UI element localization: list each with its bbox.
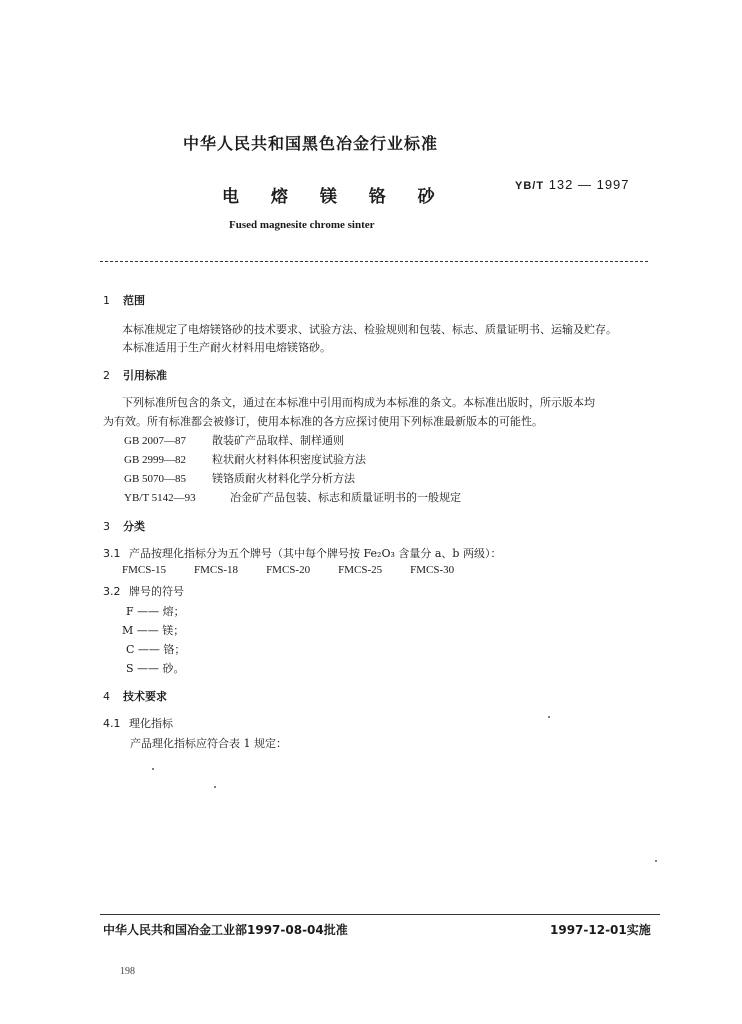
standard-code-number: 132 — 1997 [548,177,630,192]
symbol-letter: S [126,662,134,675]
header-divider [100,261,648,262]
clause-4-1-paragraph: 产品理化指标应符合表 1 规定： [130,737,287,750]
clause-4-1 [103,715,173,731]
scan-speck [655,860,657,862]
grade-item: FMCS-30 [410,564,455,576]
section-4-number: 4 [103,690,110,703]
section-2-paragraph-1: 下列标准所包含的条文，通过在本标准中引用而构成为本标准的条文。本标准出版时，所示版本均 [122,396,595,409]
standard-code-prefix: YB/T [515,180,545,192]
symbol-item [126,641,185,657]
symbol-meaning: 铬； [163,643,186,656]
symbol-dash: —— [133,624,163,637]
symbol-letter: M [122,624,134,637]
reference-item [124,489,461,505]
clause-4-1-number: 4.1 [103,717,121,730]
section-2-title: 引用标准 [123,369,167,382]
reference-code: GB 2007—87 [124,435,187,447]
grade-item: FMCS-18 [194,564,239,576]
standard-code [515,177,630,192]
section-2-paragraph-2: 为有效。所有标准都会被修订，使用本标准的各方应探讨使用下列标准最新版本的可能性。 [103,415,543,428]
footer-divider [100,914,660,915]
reference-item [124,432,344,448]
symbol-item [126,603,185,619]
approval-line: 中华人民共和国冶金工业部1997-08-04批准 [103,923,348,937]
section-1-title: 范围 [123,294,145,307]
grade-item: FMCS-20 [266,564,311,576]
scan-speck [548,716,550,718]
reference-title: 冶金矿产品包装、标志和质量证明书的一般规定 [230,491,461,504]
clause-3-1 [103,545,501,561]
symbol-meaning: 砂。 [162,662,185,675]
section-3-number: 3 [103,520,110,533]
reference-title: 散装矿产品取样、制样通则 [212,434,344,447]
reference-item [124,470,355,486]
section-1-number: 1 [103,294,110,307]
reference-item [124,451,366,467]
clause-3-1-number: 3.1 [103,547,121,560]
reference-title: 粒状耐火材料体积密度试验方法 [212,453,366,466]
document-title-english: Fused magnesite chrome sinter [229,219,375,231]
document-title: 电 熔 镁 铬 砂 [222,187,448,207]
grade-list [122,564,482,576]
symbol-meaning: 镁； [162,624,185,637]
grade-item: FMCS-15 [122,564,167,576]
symbol-letter: C [126,643,135,656]
section-1-heading [103,292,145,308]
section-4-title: 技术要求 [123,690,167,703]
reference-code: YB/T 5142—93 [124,492,196,504]
section-1-paragraph-1: 本标准规定了电熔镁铬砂的技术要求、试验方法、检验规则和包装、标志、质量证明书、运输及贮存。 [122,323,617,336]
section-4-heading [103,688,167,704]
implementation-date: 1997-12-01实施 [550,923,651,937]
reference-title: 镁铬质耐火材料化学分析方法 [212,472,355,485]
symbol-meaning: 熔； [162,605,185,618]
section-3-title: 分类 [123,520,145,533]
reference-code: GB 5070—85 [124,473,187,485]
section-3-heading [103,518,145,534]
symbol-item [122,622,184,638]
clause-3-1-text: 产品按理化指标分为五个牌号（其中每个牌号按 Fe₂O₃ 含量分 a、b 两级）： [129,547,502,560]
symbol-dash: —— [133,662,163,675]
clause-3-2-number: 3.2 [103,585,121,598]
clause-3-2-text: 牌号的符号 [129,585,184,598]
scan-speck [214,786,216,788]
clause-3-2 [103,583,184,599]
grade-item: FMCS-25 [338,564,383,576]
section-2-number: 2 [103,369,110,382]
symbol-dash: —— [133,605,163,618]
symbol-dash: —— [134,643,164,656]
symbol-letter: F [126,605,134,618]
symbol-item [126,660,185,676]
reference-code: GB 2999—82 [124,454,187,466]
scan-speck [152,768,154,770]
section-1-paragraph-2: 本标准适用于生产耐火材料用电熔镁铬砂。 [122,341,331,354]
clause-4-1-text: 理化指标 [129,717,173,730]
page-number: 198 [120,966,135,977]
standard-organization: 中华人民共和国黑色冶金行业标准 [183,134,439,153]
section-2-heading [103,367,167,383]
